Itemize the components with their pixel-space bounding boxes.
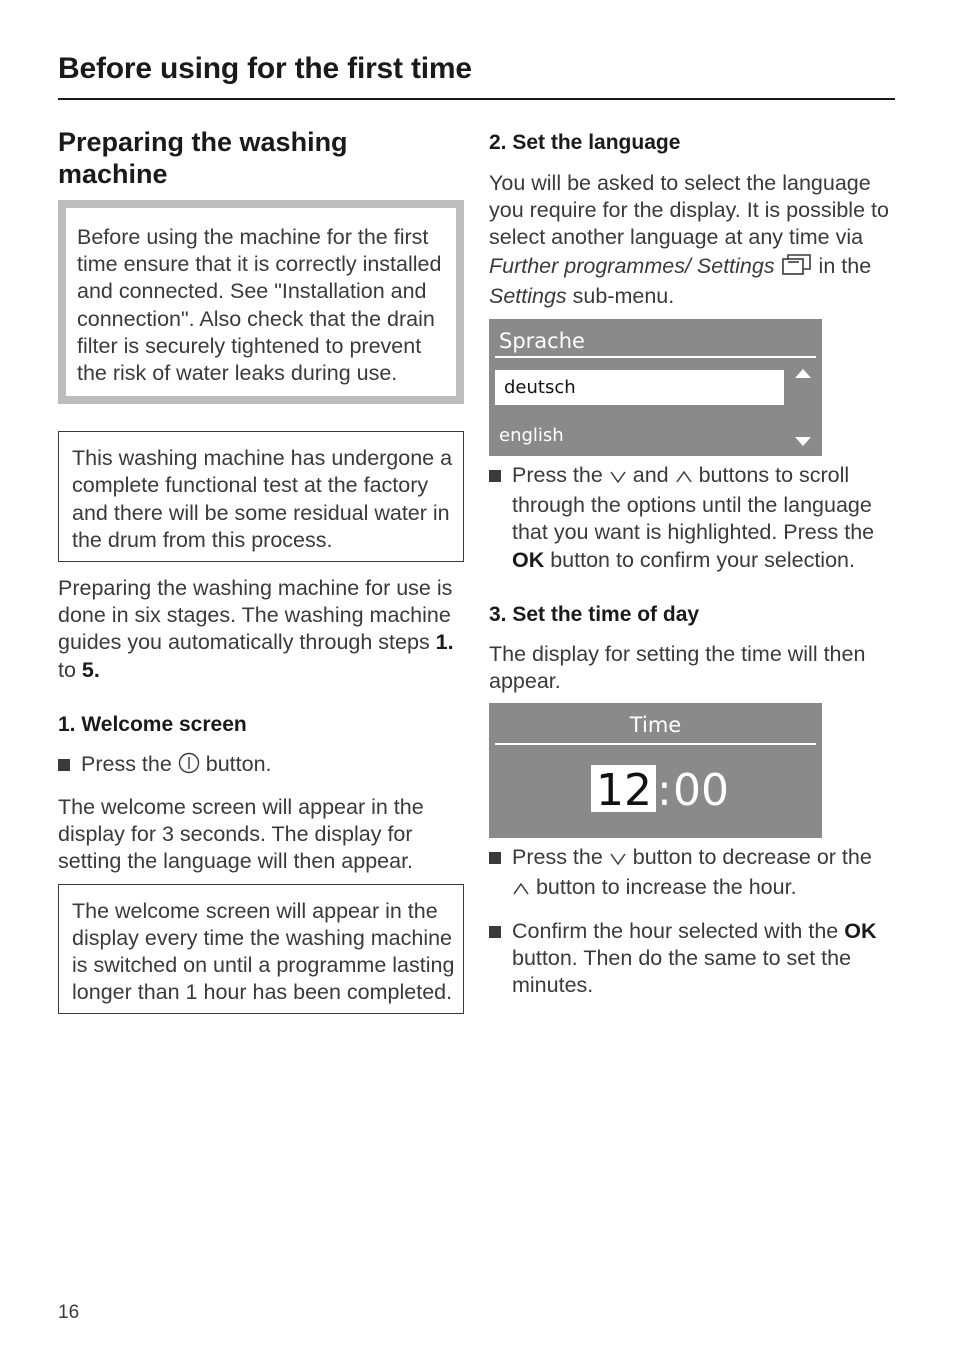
ok-label: OK <box>844 918 877 943</box>
step2-bullet-text-a: Press the <box>512 463 609 488</box>
display-divider <box>495 743 816 745</box>
section-title: Preparing the washing machine <box>58 127 348 189</box>
step3-bullet1-text-a: Press the <box>512 845 609 870</box>
language-option-selected[interactable] <box>495 370 784 405</box>
step3-bullet2-text-a: Confirm the hour selected with the <box>512 918 845 943</box>
left-column <box>58 126 464 1014</box>
ok-label: OK <box>512 547 545 572</box>
step2-heading: 2. Set the language <box>489 131 681 154</box>
language-option-english[interactable]: english <box>499 425 564 447</box>
bullet-square <box>489 470 501 482</box>
warning-box <box>58 200 464 404</box>
step2-text-a: You will be asked to select the language you require for the display. It is possible to select another language at any time via <box>489 171 889 250</box>
step1-bullet-text: Press the <box>81 751 178 776</box>
step1-heading: 1. Welcome screen <box>58 712 247 736</box>
page-title: Before using for the first time <box>58 52 472 85</box>
intro-text-to: to <box>58 657 82 682</box>
settings-icon <box>781 252 813 283</box>
display-divider <box>495 356 816 358</box>
step3-bullet1-text-b: button to decrease or the <box>626 845 872 870</box>
note-box-welcome <box>58 884 464 1015</box>
chevron-down-icon <box>609 847 627 874</box>
language-display <box>489 319 822 456</box>
bullet-square <box>58 759 70 771</box>
chevron-up-icon <box>675 465 693 492</box>
intro-step-start: 1. <box>435 630 454 655</box>
step2-bullet-text-b: and <box>626 463 675 488</box>
language-option-deutsch: deutsch <box>504 377 576 399</box>
step2-menu-path: Further programmes/ Settings <box>489 253 775 278</box>
display-title-sprache: Sprache <box>499 329 585 354</box>
step3-heading: 3. Set the time of day <box>489 602 700 626</box>
time-minutes: 00 <box>673 765 729 817</box>
bullet-square <box>489 926 501 938</box>
step3-bullet-2 <box>489 918 895 1000</box>
step2-text-e: sub-menu. <box>566 283 675 308</box>
time-separator: : <box>657 765 672 817</box>
step1-text: The welcome screen will appear in the display for 3 seconds. The display for setting the language will then appear. <box>58 795 424 874</box>
bullet-square <box>489 852 501 864</box>
step2-bullet-text-c: buttons to scroll through the options until the language that you want is highlighted. Press the <box>512 463 875 545</box>
step3-bullet-1 <box>489 844 895 904</box>
step2-text-c: in the <box>812 253 872 278</box>
chevron-down-icon <box>609 465 627 492</box>
note-test-text: This washing machine has undergone a complete functional test at the factory and there will be some residual water in the drum from this process. <box>72 446 453 552</box>
title-divider <box>58 98 895 100</box>
display-title-time: Time <box>629 713 682 738</box>
step3-bullet2-text-b: button. Then do the same to set the minutes. <box>512 945 852 998</box>
intro-text: Preparing the washing machine for use is done in six stages. The washing machine guides you automatically through steps <box>58 576 453 655</box>
step3-bullet1-text-c: button to increase the hour. <box>530 875 797 900</box>
page-number: 16 <box>58 1302 80 1323</box>
step2-submenu: Settings <box>489 283 567 308</box>
step1-bullet-text-end: button. <box>199 751 272 776</box>
power-button-icon <box>178 752 200 781</box>
scroll-down-icon <box>795 437 811 446</box>
note-box-test <box>58 431 464 562</box>
time-display <box>489 703 822 838</box>
warning-box-inner <box>66 208 456 396</box>
intro-paragraph <box>58 575 464 684</box>
step2-bullet-text-d: button to confirm your selection. <box>544 547 855 572</box>
step1-bullet <box>58 751 464 781</box>
scroll-up-icon <box>795 369 811 378</box>
time-hour: 12 <box>596 765 652 817</box>
step3-text: The display for setting the time will then appear. <box>489 641 866 694</box>
step2-text <box>489 170 895 310</box>
right-column <box>489 126 895 999</box>
chevron-up-icon <box>512 877 530 904</box>
warning-text: Before using the machine for the first time ensure that it is correctly installed and connected. See "Installation and connection". Also check that the drain filter is securely tightened to prevent the risk of water leaks during use. <box>77 225 442 386</box>
step2-bullet <box>489 462 895 574</box>
note-welcome-text: The welcome screen will appear in the display every time the washing machine is switched on until a programme lasting longer than 1 hour has been completed. <box>72 898 455 1005</box>
intro-step-end: 5. <box>81 657 100 682</box>
